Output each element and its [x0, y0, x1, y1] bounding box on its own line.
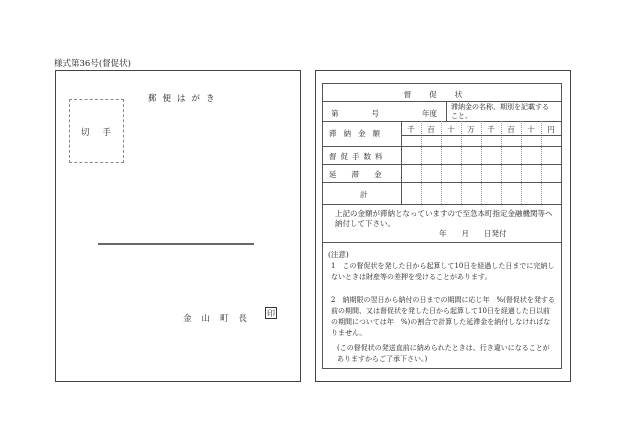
payment-request-message: 上記の金額が滞納となっていますので至急本町指定金融機関等へ納付して下さい。	[335, 209, 553, 228]
grid-line	[401, 135, 561, 136]
digit-divider	[501, 121, 502, 204]
stamp-label: 切手	[81, 128, 125, 138]
digit-divider	[441, 121, 442, 204]
row-label-tax-amount: 滞納金額	[329, 129, 387, 138]
grid-line	[323, 146, 561, 147]
notice-form	[322, 83, 562, 369]
divider	[446, 101, 447, 121]
notes-header: (注意)	[328, 250, 349, 259]
digit-header: 百	[427, 125, 435, 134]
row-label-late-charge: 延滞金	[329, 170, 397, 179]
divider	[323, 242, 561, 243]
fiscal-year-label: 年度	[422, 109, 437, 118]
row-label-fee: 督促手数料	[329, 152, 387, 161]
note-item-2: 2 納期限の翌日から納付の日までの期間に応じ年 %(督促状を発する前の期間、又は督促状を発した日から起算して10日を経過した日以前の期間については年 %)の割合で計算した延滞金を納付しなければなりません。	[331, 296, 555, 337]
digit-divider	[541, 121, 542, 204]
digit-divider	[481, 121, 482, 204]
number-label: 第 号	[331, 109, 385, 118]
sender-name: 金山町長	[183, 314, 258, 324]
seal-mark: 印	[267, 309, 275, 318]
digit-divider	[521, 121, 522, 204]
divider	[323, 101, 561, 102]
postcard-title: 郵便はがき	[148, 94, 221, 104]
issue-date-line: 年 月 日発付	[439, 229, 507, 238]
grid-line	[323, 182, 561, 183]
address-line	[98, 243, 254, 245]
tax-name-instruction: 滞納金の名称、期別を記載すること。	[451, 103, 549, 120]
digit-header: 千	[407, 125, 415, 134]
digit-header: 万	[467, 125, 475, 134]
grid-line	[323, 204, 561, 205]
digit-divider	[461, 121, 462, 204]
notice-title: 督促状	[403, 90, 481, 99]
digit-header: 十	[447, 125, 455, 134]
footer-note: (この督促状の発送直前に納められたときは、行き違いになることがありますからご了承下さい。)	[337, 344, 550, 363]
note-item-1: 1 この督促状を発した日から起算して10日を経過した日までに完納しないときは財産等の差押を受けることがあります。	[331, 262, 555, 281]
form-number-label: 様式第36号(督促状)	[54, 59, 131, 69]
digit-header: 十	[527, 125, 535, 134]
grid-line	[323, 164, 561, 165]
digit-divider	[421, 121, 422, 204]
digit-header: 円	[547, 125, 555, 134]
digit-header: 千	[487, 125, 495, 134]
divider	[323, 121, 561, 122]
digit-header: 百	[507, 125, 515, 134]
row-label-total: 計	[360, 190, 368, 199]
